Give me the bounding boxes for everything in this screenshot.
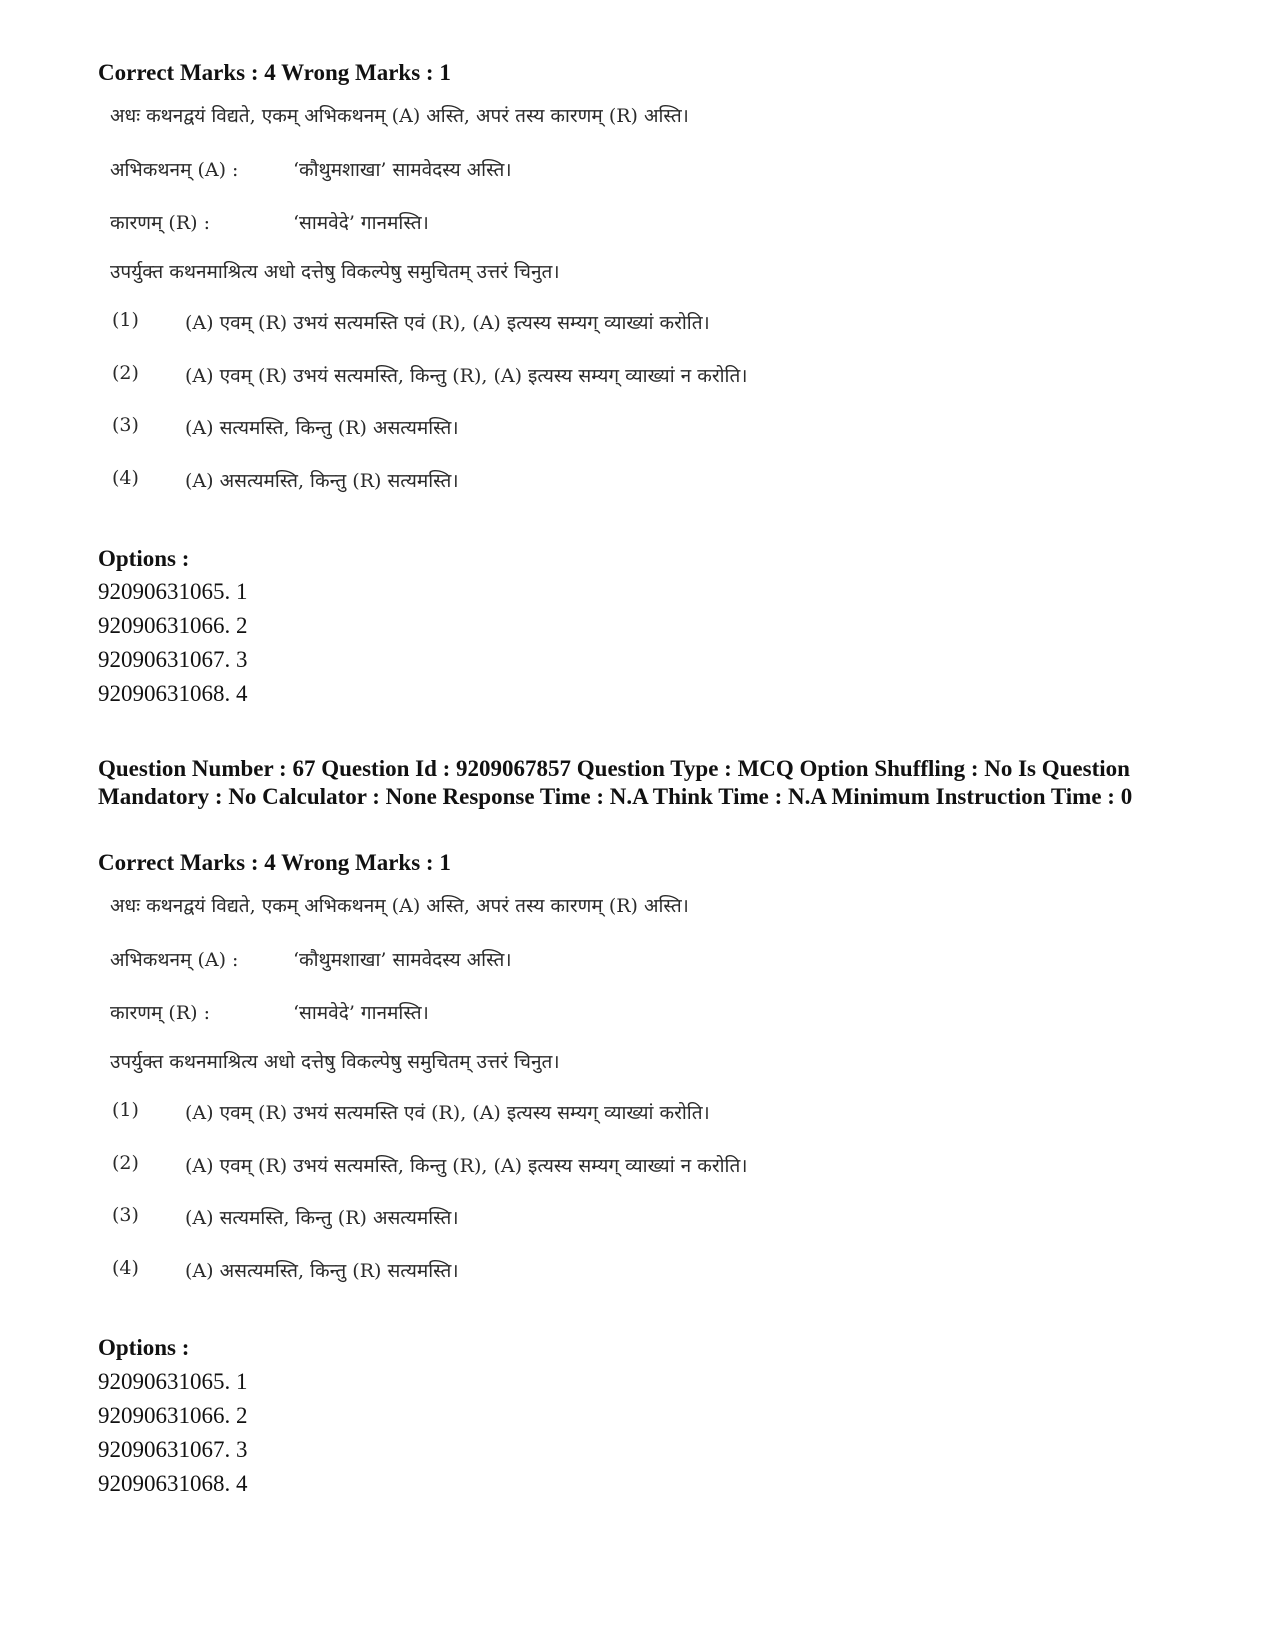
q1-choice-3-text: (A) सत्यमस्ति, किन्तु (R) असत्यमस्ति। [185, 417, 459, 439]
q1-option-3: 92090631067. 3 [98, 647, 248, 672]
q2-option-2: 92090631066. 2 [98, 1403, 248, 1428]
q2-header: Question Number : 67 Question Id : 9209067857 Question Type : MCQ Option Shuffling : No Is Question Mandatory : No Calculator : None Response Time : N.A Think Time : N.A Minimum Instruction Time : 0 [98, 756, 1133, 809]
q2-question-body [110, 888, 830, 1308]
q1-intro: अधः कथनद्वयं विद्यते, एकम् अभिकथनम् (A) अस्ति, अपरं तस्य कारणम् (R) अस्ति। [110, 105, 689, 127]
q2-choice-4-text: (A) असत्यमस्ति, किन्तु (R) सत्यमस्ति। [185, 1260, 459, 1282]
q2-option-1: 92090631065. 1 [98, 1369, 248, 1394]
q1-choice-2-text: (A) एवम् (R) उभयं सत्यमस्ति, किन्तु (R), (A) इत्यस्य सम्यग् व्याख्यां न करोति। [185, 365, 748, 387]
q1-assertion-text: ‘कौथुमशाखा’ सामवेदस्य अस्ति। [293, 159, 512, 181]
q1-reason-label: कारणम् (R) : [110, 212, 210, 234]
q2-reason-label: कारणम् (R) : [110, 1002, 210, 1024]
q1-marks: Correct Marks : 4 Wrong Marks : 1 [98, 60, 451, 85]
q2-choice-2-text: (A) एवम् (R) उभयं सत्यमस्ति, किन्तु (R), (A) इत्यस्य सम्यग् व्याख्यां न करोति। [185, 1155, 748, 1177]
q1-choice-3-number: (3) [112, 414, 139, 436]
q2-choice-1-number: (1) [112, 1099, 139, 1121]
q2-option-3: 92090631067. 3 [98, 1437, 248, 1462]
q2-assertion-text: ‘कौथुमशाखा’ सामवेदस्य अस्ति। [293, 949, 512, 971]
q1-question-body [110, 98, 830, 518]
q1-assertion-label: अभिकथनम् (A) : [110, 159, 239, 181]
q1-choice-1-text: (A) एवम् (R) उभयं सत्यमस्ति एवं (R), (A) इत्यस्य सम्यग् व्याख्यां करोति। [185, 312, 710, 334]
q1-choice-4-number: (4) [112, 467, 139, 489]
q1-choice-4-text: (A) असत्यमस्ति, किन्तु (R) सत्यमस्ति। [185, 470, 459, 492]
q2-instruction: उपर्युक्त कथनमाश्रित्य अधो दत्तेषु विकल्पेषु समुचितम् उत्तरं चिनुत। [110, 1051, 560, 1073]
q2-intro: अधः कथनद्वयं विद्यते, एकम् अभिकथनम् (A) अस्ति, अपरं तस्य कारणम् (R) अस्ति। [110, 895, 689, 917]
q1-option-4: 92090631068. 4 [98, 681, 248, 706]
q2-option-4: 92090631068. 4 [98, 1471, 248, 1496]
q1-choice-1-number: (1) [112, 309, 139, 331]
q2-choice-2-number: (2) [112, 1152, 139, 1174]
q2-marks: Correct Marks : 4 Wrong Marks : 1 [98, 850, 451, 875]
q1-choice-2-number: (2) [112, 362, 139, 384]
q2-choice-3-number: (3) [112, 1204, 139, 1226]
q2-choice-3-text: (A) सत्यमस्ति, किन्तु (R) असत्यमस्ति। [185, 1207, 459, 1229]
q1-option-1: 92090631065. 1 [98, 579, 248, 604]
q1-option-2: 92090631066. 2 [98, 613, 248, 638]
q1-options-heading: Options : [98, 546, 190, 571]
q2-assertion-label: अभिकथनम् (A) : [110, 949, 239, 971]
q1-reason-text: ‘सामवेदे’ गानमस्ति। [293, 212, 429, 234]
q2-reason-text: ‘सामवेदे’ गानमस्ति। [293, 1002, 429, 1024]
q2-options-heading: Options : [98, 1335, 190, 1360]
q2-choice-1-text: (A) एवम् (R) उभयं सत्यमस्ति एवं (R), (A) इत्यस्य सम्यग् व्याख्यां करोति। [185, 1102, 710, 1124]
q2-choice-4-number: (4) [112, 1257, 139, 1279]
q1-instruction: उपर्युक्त कथनमाश्रित्य अधो दत्तेषु विकल्पेषु समुचितम् उत्तरं चिनुत। [110, 261, 560, 283]
